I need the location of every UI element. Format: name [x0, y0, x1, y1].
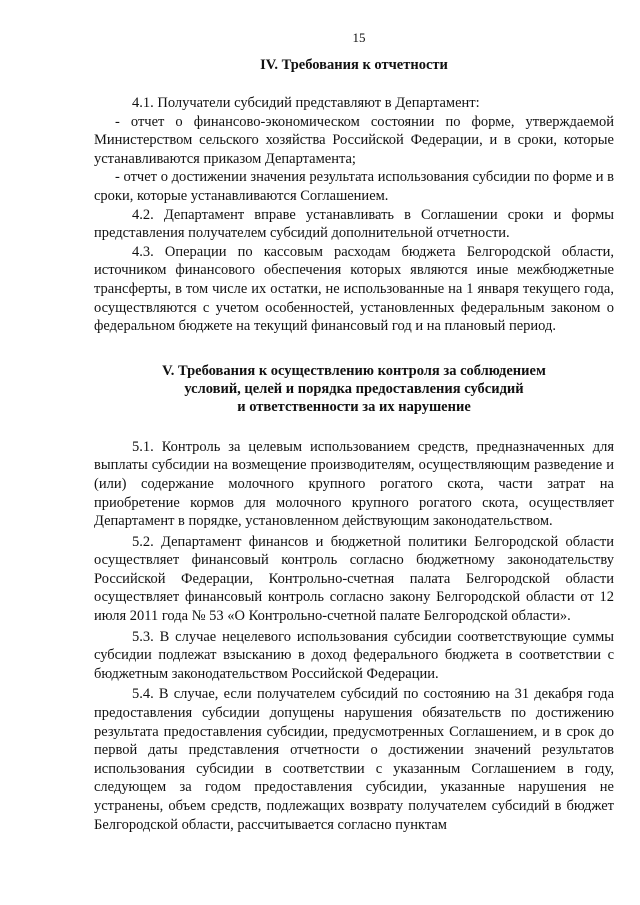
section-5-heading-line-1: V. Требования к осуществлению контроля за соблюдением — [162, 362, 546, 379]
paragraph-4-2: 4.2. Департамент вправе устанавливать в Соглашении сроки и формы представления получателем субсидий дополнительной отчетности. — [94, 206, 614, 242]
paragraph-5-2: 5.2. Департамент финансов и бюджетной политики Белгородской области осуществляет финансовый контроль согласно бюджетному законодательству Российской Федерации, Контрольно-счетная палата Белгородской области осуществляет финансовый контроль согласно закону Белгородской области от 12 июля 2011 года № 53 «О Контрольно-счетной палате Белгородской области». — [94, 533, 614, 625]
section-4-heading: IV. Требования к отчетности — [260, 57, 448, 73]
section-5-heading-line-2: условий, целей и порядка предоставления субсидий — [184, 380, 524, 397]
page-number: 15 — [352, 30, 366, 45]
paragraph-5-1: 5.1. Контроль за целевым использованием средств, предназначенных для выплаты субсидии на возмещение производителям, осуществляющим разведение и (или) содержание молочного крупного рогатого скота, части затрат на приобретение кормов для молочного крупного рогатого скота, осуществляет Департамент в порядке, установленном действующим законодательством. — [94, 438, 614, 530]
paragraph-5-3: 5.3. В случае нецелевого использования субсидии соответствующие суммы субсидии подлежат взысканию в доход федерального бюджета в соответствии с бюджетным законодательством Российской Федерации. — [94, 628, 614, 682]
paragraph-5-4: 5.4. В случае, если получателем субсидий по состоянию на 31 декабря года предоставления субсидии допущены нарушения обязательств по достижению результата предоставления субсидии, предусмотренных Соглашением, и в срок до первой даты представления отчетности о достижении значений результатов использования субсидии в соответствии с указанным Соглашением в году, следующем за годом предоставления субсидии, указанные нарушения не устранены, объем средств, подлежащих возврату получателем субсидий в бюджет Белгородской области, рассчитывается согласно пунктам — [94, 686, 614, 833]
section-5-heading-line-3: и ответственности за их нарушение — [237, 398, 471, 415]
paragraph-4-3: 4.3. Операции по кассовым расходам бюджета Белгородской области, источником финансового обеспечения которых являются иные межбюджетные трансферты, в том числе их остатки, не использованные на 1 января текущего года, осуществляются с учетом особенностей, установленных федеральным законом о федеральном бюджете на текущий финансовый год и на плановый период. — [94, 243, 614, 335]
paragraph-4-1-intro: 4.1. Получатели субсидий представляют в Департамент: — [132, 95, 480, 111]
paragraph-4-1-item-1: - отчет о финансово-экономическом состоянии по форме, утверждаемой Министерством сельского хозяйства Российской Федерации, и в сроки, которые устанавливаются приказом Департамента; — [94, 113, 614, 167]
paragraph-4-1-item-2: - отчет о достижении значения результата использования субсидии по форме и в сроки, которые устанавливаются Соглашением. — [94, 169, 614, 204]
section-5-heading — [94, 362, 614, 416]
